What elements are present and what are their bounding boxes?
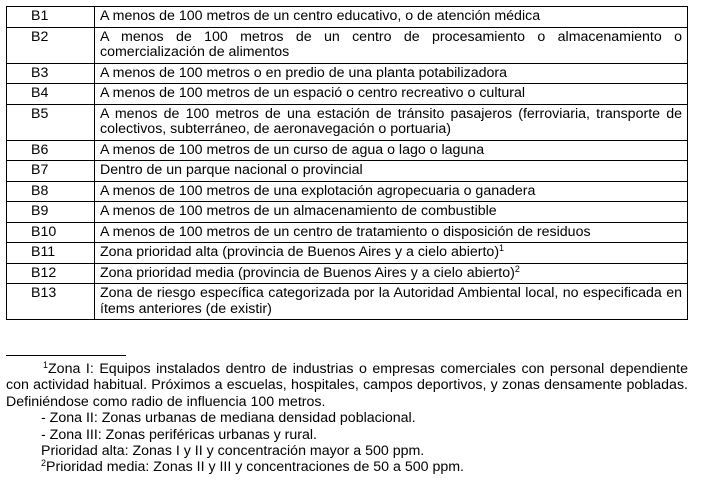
table-row xyxy=(7,27,688,63)
row-description xyxy=(95,263,688,284)
table-row xyxy=(7,140,688,161)
footnote-priority-high: Prioridad alta: Zonas I y II y concentración mayor a 500 ppm. xyxy=(41,443,425,460)
footnote-1-text: Zona I: Equipos instalados dentro de industrias o empresas comerciales con personal dependiente con actividad habitual. Próximos a escuelas, hospitales, campos deportivos, y zonas densamente pobladas. Definiéndose como radio de influencia 100 metros. xyxy=(6,361,688,410)
footnote-zone-2: - Zona II: Zonas urbanas de mediana densidad poblacional. xyxy=(41,410,416,427)
row-description-text: Zona prioridad alta (provincia de Buenos Aires y a cielo abierto) xyxy=(100,244,500,260)
row-code: B13 xyxy=(7,284,95,320)
row-description-text: A menos de 100 metros de un espació o centro recreativo o cultural xyxy=(100,85,526,101)
table-body xyxy=(7,7,688,320)
row-code: B11 xyxy=(7,243,95,264)
row-description xyxy=(95,222,688,243)
footnote-2-text: Prioridad media: Zonas II y III y concentraciones de 50 a 500 ppm. xyxy=(46,459,464,476)
table-row xyxy=(7,84,688,105)
row-description xyxy=(95,84,688,105)
row-code: B6 xyxy=(7,140,95,161)
row-description-text: A menos de 100 metros de un centro de procesamiento o almacenamiento o comercialización de alimentos xyxy=(100,28,682,60)
row-description xyxy=(95,243,688,264)
row-description xyxy=(95,104,688,140)
table-row xyxy=(7,284,688,320)
row-description-text: Zona de riesgo específica categorizada por la Autoridad Ambiental local, no especificada en ítems anteriores (de existir) xyxy=(100,285,682,317)
row-description xyxy=(95,161,688,182)
row-description-text: A menos de 100 metros de un centro de tratamiento o disposición de residuos xyxy=(100,223,591,240)
table-row xyxy=(7,104,688,140)
footnote-reference: 1 xyxy=(499,243,505,253)
table-row xyxy=(7,63,688,84)
footnote-zone-3: - Zona III: Zonas periféricas urbanas y rural. xyxy=(41,426,317,443)
row-description xyxy=(95,284,688,320)
row-description xyxy=(95,181,688,202)
table-row xyxy=(7,181,688,202)
table-row xyxy=(7,263,688,284)
row-code: B12 xyxy=(7,263,95,284)
table-row xyxy=(7,161,688,182)
row-description xyxy=(95,140,688,161)
footnotes-section xyxy=(6,361,688,476)
footnote-2-mark: 2 xyxy=(41,458,47,469)
footnote-separator xyxy=(6,355,126,356)
row-description-text: A menos de 100 metros de una estación de tránsito pasajeros (ferroviaria, transporte de colectivos, subterráneo, de aeronavegación o portuaria) xyxy=(100,105,682,137)
row-description-text: Zona prioridad media (provincia de Buenos Aires y a cielo abierto) xyxy=(100,264,515,281)
row-code: B8 xyxy=(7,181,95,202)
footnote-1 xyxy=(6,361,688,410)
row-description-text: A menos de 100 metros de un curso de agua o lago o laguna xyxy=(100,141,485,158)
table-row xyxy=(7,222,688,243)
row-description-text: A menos de 100 metros de una explotación agropecuaria o ganadera xyxy=(100,182,536,199)
row-description-text: A menos de 100 metros de un centro educativo, o de atención médica xyxy=(100,8,541,24)
row-code: B2 xyxy=(7,27,95,63)
row-code: B9 xyxy=(7,202,95,223)
footnote-reference: 2 xyxy=(514,263,520,274)
row-code: B4 xyxy=(7,84,95,105)
row-code: B1 xyxy=(7,7,95,28)
row-description xyxy=(95,7,688,28)
row-description-text: Dentro de un parque nacional o provincial xyxy=(100,162,363,178)
row-description-text: A menos de 100 metros o en predio de una planta potabilizadora xyxy=(100,64,507,81)
criteria-table-container xyxy=(6,6,688,320)
row-code: B7 xyxy=(7,161,95,182)
row-code: B3 xyxy=(7,63,95,84)
table-row xyxy=(7,7,688,28)
location-criteria-table xyxy=(6,6,688,320)
table-row xyxy=(7,202,688,223)
row-description-text: A menos de 100 metros de un almacenamiento de combustible xyxy=(100,203,497,219)
row-code: B5 xyxy=(7,104,95,140)
footnote-2 xyxy=(6,459,688,475)
footnote-1-mark: 1 xyxy=(43,360,49,370)
row-description xyxy=(95,27,688,63)
table-row xyxy=(7,243,688,264)
row-code: B10 xyxy=(7,222,95,243)
row-description xyxy=(95,202,688,223)
row-description xyxy=(95,63,688,84)
